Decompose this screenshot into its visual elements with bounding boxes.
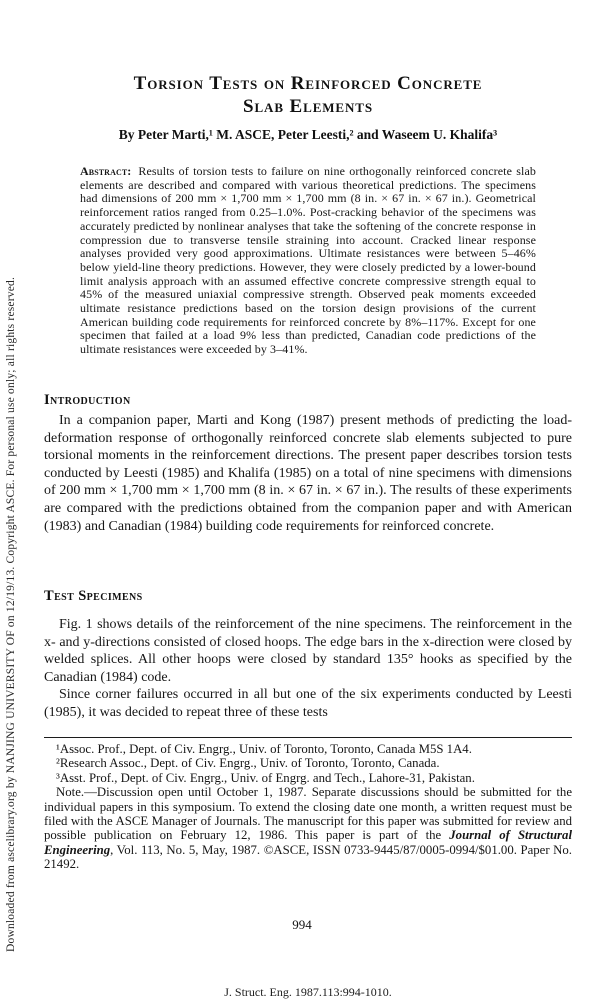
footnote-3: ³Asst. Prof., Dept. of Civ. Engrg., Univ. of Engrg. and Tech., Lahore-31, Pakistan. xyxy=(56,770,475,785)
test-specimens-body xyxy=(44,616,572,722)
abstract-label: Abstract: xyxy=(80,164,132,178)
abstract-block xyxy=(80,165,536,357)
test-specimens-paragraph-1: Fig. 1 shows details of the reinforcement of the nine specimens. The reinforcement in the x- and y-directions consisted of closed hoops. The edge bars in the x-direction were closed by welded splices. All other hoops were closed by standard 135° hooks as specified by the Canadian (1984) code. xyxy=(44,617,572,685)
introduction-body xyxy=(44,412,572,535)
footnote-note-post: , Vol. 113, No. 5, May, 1987. ©ASCE, ISSN 0733-9445/87/0005-0994/$01.00. Paper No. 21492. xyxy=(44,842,572,872)
footnote-1: ¹Assoc. Prof., Dept. of Civ. Engrg., Univ. of Toronto, Toronto, Canada M5S 1A4. xyxy=(56,742,472,756)
footnote-note xyxy=(44,785,572,871)
footnote-note-journal-title: Journal of Structural Engineering xyxy=(44,828,572,857)
download-watermark-text: Downloaded from ascelibrary.org by NANJING UNIVERSITY OF on 12/19/13. Copyright ASCE. For personal use only; all rights reserved. xyxy=(5,276,17,952)
paper-title-line2: Slab Elements xyxy=(243,96,373,117)
footnotes-block xyxy=(44,737,572,872)
abstract-text: Results of torsion tests to failure on nine orthogonally reinforced concrete slab elements are described and compared with various theoretical predictions. The specimens had dimensions of 200 mm × 1,700 mm × 1,700 mm (8 in. × 67 in. × 67 in.). Geometrical reinforcement ratios ranged from 0.25–1.0%. Post-cracking behavior of the specimens was accurately predicted by nonlinear analyses that take the softening of the concrete response in compression due to transverse tensile straining into account. Cracked linear response analyses provided very good approximations. Ultimate resistances were between 5–46% below yield-line theory predictions. However, they were closely predicted by a lower-bound limit analysis approach with an assumed effective concrete compressive strength equal to 45% of the measured uniaxial compressive strength. Observed peak moments exceeded ultimate resistance predictions based on the torsion design provisions of the current American building code requirements for reinforced concrete by 8%–117%. Except for one specimen that failed at a load 9% less than predicted, Canadian code predictions of the ultimate resistances were exceeded by 3–41%. xyxy=(80,164,536,357)
journal-citation-footer: J. Struct. Eng. 1987.113:994-1010. xyxy=(224,985,392,999)
test-specimens-paragraph-2: Since corner failures occurred in all but one of the six experiments conducted by Leesti (1985), it was decided to repeat three of these tests xyxy=(44,687,572,720)
introduction-paragraph: In a companion paper, Marti and Kong (1987) present methods of predicting the load-deformation response of orthogonally reinforced concrete slab elements subjected to pure torsional moments in the reinforcement directions. The present paper describes torsion tests conducted by Leesti (1985) and Khalifa (1985) on a total of nine specimens with dimensions of 200 mm × 1,700 mm × 1,700 mm (8 in. × 67 in. × 67 in.). The results of these experiments are compared with the predictions obtained from the companion paper and with American (1983) and Canadian (1984) building code requirements for reinforced concrete. xyxy=(44,413,572,534)
paper-title-line1: Torsion Tests on Reinforced Concrete xyxy=(133,73,483,94)
footnote-2: ²Research Assoc., Dept. of Civ. Engrg., Univ. of Toronto, Toronto, Canada. xyxy=(56,756,440,771)
paper-title xyxy=(44,72,572,118)
footnote-note-pre: Note.—Discussion open until October 1, 1987. Separate discussions should be submitted for the individual papers in this symposium. To extend the closing date one month, a written request must be filed with the ASCE Manager of Journals. The manuscript for this paper was submitted for review and possible publication on February 12, 1986. This paper is part of the xyxy=(44,785,572,843)
author-byline: By Peter Marti,¹ M. ASCE, Peter Leesti,² and Waseem U. Khalifa³ xyxy=(118,127,498,142)
section-heading-introduction: Introduction xyxy=(44,392,131,408)
page-number: 994 xyxy=(292,917,312,932)
section-heading-test-specimens: Test Specimens xyxy=(44,588,143,604)
